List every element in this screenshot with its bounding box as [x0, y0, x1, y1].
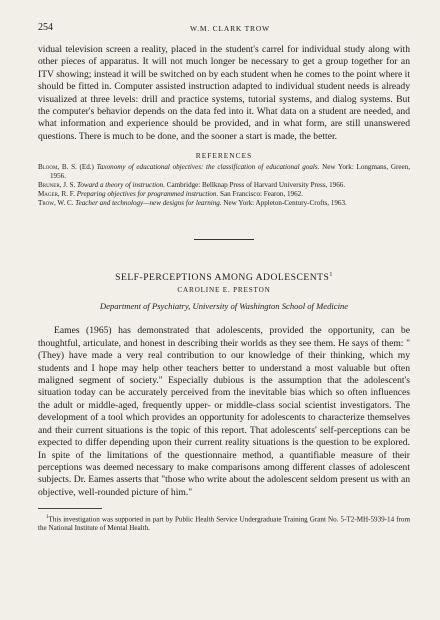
references-list	[38, 163, 410, 208]
reference-item: Mager, R. F. Preparing objectives for programmed instruction. San Francisco: Fearon, 1962.	[38, 190, 303, 199]
title-footnote-mark: 1	[329, 272, 333, 279]
footnote-rule	[38, 508, 102, 509]
article-body-paragraph: Eames (1965) has demonstrated that adolescents, provided the opportunity, can be thoughtful, articulate, and honest in describing their worlds as they see them. He says of them: "(They) have made a very real contribution to our knowledge of their thinking, which my students and I hope may help other teachers better to understand a most valuable but often maligned segment of society." Especially dubious is the assumption that the adolescent's situation today can be accurately perceived from the inevitable bias which so often influences the adult or middle-aged, frequently upper- or middle-class social scientist investigators. The development of a tool which provides an opportunity for adolescents to characterize themselves and their current situations is the topic of this report. That adolescents' self-perceptions can be expected to differ depending upon their current reality situations is the question to be explored. In spite of the limitations of the questionnaire method, a quantifiable measure of their perceptions was deemed necessary to make comparisons among different classes of adolescent subjects. Dr. Eames asserts that "those who write about the adolescent seldom present us with an objective, well-rounded picture of him."	[38, 325, 410, 498]
intro-paragraph: vidual television screen a reality, placed in the student's carrel for individual study along with other pieces of apparatus. It will not much longer be necessary to get a group together for an ITV showing; instead it will be switched on by each student when he comes to the point where it should be fitted in. Computer assisted instruction adapted to individual student needs is already visualized at three levels: drill and practice systems, tutorial systems, and dialog systems. But the computer's behavior depends on the data fed into it. What data on a student are needed, and what information and experience should be provided, and in what form, are still unanswered questions. There is much to be done, and the sooner a start is made, the better.	[38, 44, 410, 142]
section-divider	[194, 239, 254, 240]
reference-item: Bloom, B. S. (Ed.) Taxonomy of educational objectives: the classification of educational goals. New York: Longmans, Green, 1956.	[38, 163, 410, 181]
footnote: $^1$This investigation was supported in part by Public Health Service Undergraduate Training Grant No. 5-T2-MH-5939-14 from the National Institute of Mental Health.	[38, 515, 410, 533]
page-number: 254	[38, 22, 53, 33]
article-affiliation: Department of Psychiatry, University of Washington School of Medicine	[99, 301, 349, 312]
article-title: SELF-PERCEPTIONS AMONG ADOLESCENTS$^1$	[115, 272, 333, 284]
reference-item: Bruner, J. S. Toward a theory of instruction. Cambridge: Bellknap Press of Harvard University Press, 1966.	[38, 181, 346, 190]
journal-page	[38, 22, 410, 533]
references-heading: REFERENCES	[195, 151, 253, 161]
reference-item: Trow, W. C. Teacher and technology—new designs for learning. New York: Appleton-Century-Crofts, 1963.	[38, 199, 347, 208]
article-author: CAROLINE E. PRESTON	[177, 286, 271, 295]
running-title: W.M. CLARK TROW	[190, 24, 270, 33]
